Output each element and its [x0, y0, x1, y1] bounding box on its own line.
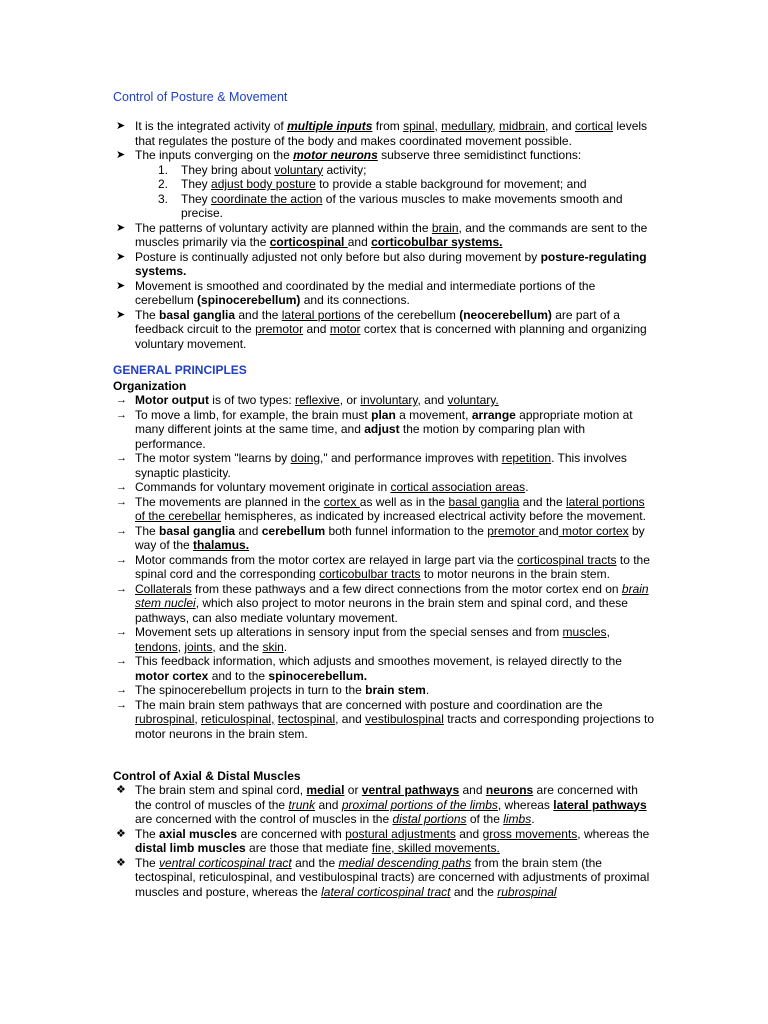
- list-item: ❖ The brain stem and spinal cord, medial or ventral pathways and neurons are concerned with the control of muscles of the trunk and proximal portions of the limbs, whereas lateral pathways are concerned with the control of muscles in the distal portions of the limbs.: [116, 783, 647, 826]
- organization-list: [116, 393, 656, 741]
- axial-distal-list: [116, 783, 656, 899]
- arrowhead-bullet-icon: ➤: [116, 308, 126, 321]
- list-item: ➤ The inputs converging on the motor neurons subserve three semidistinct functions:: [116, 148, 582, 162]
- list-item: ➤ Movement is smoothed and coordinated by the medial and intermediate portions of the cerebellum (spinocerebellum) and its connections.: [116, 278, 596, 307]
- list-item: → Movement sets up alterations in sensory input from the special senses and from muscles, tendons, joints, and the skin.: [116, 625, 610, 654]
- list-item: ➤ Posture is continually adjusted not only before but also during movement by posture-regulating systems.: [116, 249, 647, 278]
- numbered-item: 2. They adjust body posture to provide a stable background for movement; and: [158, 177, 587, 191]
- list-item: → Commands for voluntary movement originate in cortical association areas.: [116, 480, 529, 494]
- page-title: Control of Posture & Movement: [113, 90, 288, 104]
- diamond-bullet-icon: ❖: [116, 856, 126, 869]
- arrowhead-bullet-icon: ➤: [116, 279, 126, 292]
- numbered-item: 1. They bring about voluntary activity;: [158, 162, 367, 177]
- arrowhead-bullet-icon: ➤: [116, 250, 126, 263]
- list-item: → The motor system "learns by doing," and performance improves with repetition. This involves synaptic plasticity.: [116, 451, 627, 480]
- diamond-bullet-icon: ❖: [116, 827, 126, 840]
- list-item: ❖ The axial muscles are concerned with postural adjustments and gross movements, whereas the distal limb muscles are those that mediate fine, skilled movements.: [116, 826, 650, 855]
- arrow-bullet-icon: →: [116, 495, 127, 508]
- list-item: → The basal ganglia and cerebellum both funnel information to the premotor and motor cortex by way of the thalamus.: [116, 523, 645, 552]
- arrow-bullet-icon: →: [116, 524, 127, 537]
- list-item: → The main brain stem pathways that are concerned with posture and coordination are the rubrospinal, reticulospinal, tectospinal, and vestibulospinal tracts and corresponding projections to motor neurons in the brain stem.: [116, 697, 655, 741]
- list-item: ➤ The basal ganglia and the lateral portions of the cerebellum (neocerebellum) are part of a feedback circuit to the premotor and motor cortex that is concerned with planning and organizing voluntary movement.: [116, 307, 647, 351]
- list-item: ➤ The patterns of voluntary activity are planned within the brain, and the commands are sent to the muscles primarily via the corticospinal and corticobulbar systems.: [116, 220, 648, 249]
- list-item: → Motor output is of two types: reflexive, or involuntary, and voluntary.: [116, 393, 499, 407]
- intro-list: [116, 119, 656, 351]
- list-item: ❖ The ventral corticospinal tract and the medial descending paths from the brain stem (the tectospinal, reticulospinal, and vestibulospinal tracts) are concerned with adjustments of proximal muscles and posture, whereas the lateral corticospinal tract and the rubrospinal: [116, 855, 650, 899]
- arrow-bullet-icon: →: [116, 394, 127, 406]
- arrowhead-bullet-icon: ➤: [116, 120, 126, 132]
- arrow-bullet-icon: →: [116, 481, 127, 493]
- list-item: → This feedback information, which adjusts and smoothes movement, is relayed directly to the motor cortex and to the spinocerebellum.: [116, 654, 622, 683]
- list-item: → Collaterals from these pathways and a few direct connections from the motor cortex end on brain stem nuclei, which also project to motor neurons in the brain stem and spinal cord, and these pathways, can also mediate voluntary movement.: [116, 581, 649, 625]
- arrow-bullet-icon: →: [116, 626, 127, 638]
- list-item: → Motor commands from the motor cortex are relayed in large part via the corticospinal tracts to the spinal cord and the corresponding corticobulbar tracts to motor neurons in the brain stem.: [116, 552, 650, 581]
- numbered-item: 3. They coordinate the action of the various muscles to make movements smooth and precise.: [158, 191, 623, 220]
- list-item: → To move a limb, for example, the brain must plan a movement, arrange appropriate motion at many different joints at the same time, and adjust the motion by comparing plan with performance.: [116, 407, 633, 451]
- arrow-bullet-icon: →: [116, 684, 127, 696]
- subsection-heading: Control of Axial & Distal Muscles: [113, 769, 301, 783]
- arrow-bullet-icon: →: [116, 452, 127, 464]
- diamond-bullet-icon: ❖: [116, 784, 126, 796]
- subsection-heading: Organization: [113, 379, 187, 393]
- arrow-bullet-icon: →: [116, 408, 127, 421]
- list-item: → The spinocerebellum projects in turn to the brain stem.: [116, 683, 430, 697]
- arrow-bullet-icon: →: [116, 655, 127, 667]
- list-item: → The movements are planned in the cortex as well as in the basal ganglia and the lateral portions of the cerebellar hemispheres, as indicated by increased electrical activity before the movement.: [116, 494, 646, 523]
- arrow-bullet-icon: →: [116, 582, 127, 595]
- arrow-bullet-icon: →: [116, 698, 127, 711]
- arrowhead-bullet-icon: ➤: [116, 149, 126, 161]
- arrowhead-bullet-icon: ➤: [116, 221, 126, 234]
- arrow-bullet-icon: →: [116, 553, 127, 566]
- list-item: ➤ It is the integrated activity of multiple inputs from spinal, medullary, midbrain, and cortical levels that regulates the posture of the body and makes coordinated movement possible.: [116, 119, 648, 148]
- section-heading: GENERAL PRINCIPLES: [113, 363, 247, 377]
